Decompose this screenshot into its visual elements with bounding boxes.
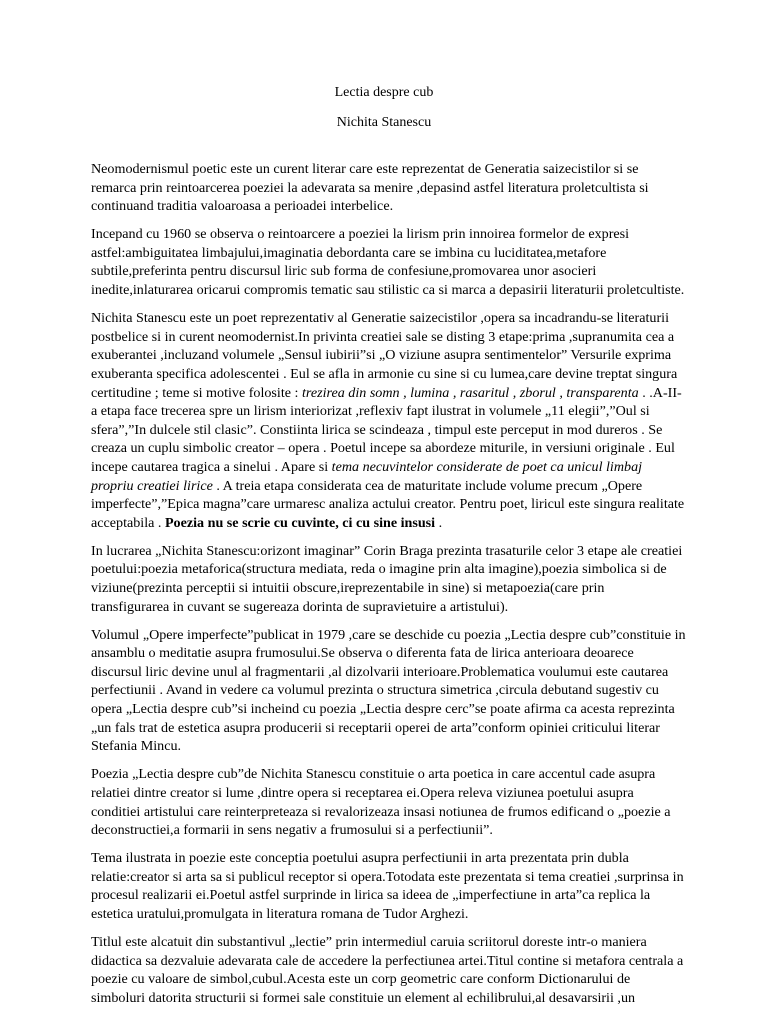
text-run: Incepand cu 1960 se observa o reintoarcere a poeziei la lirism prin innoirea formelor de expresi astfel:ambiguitatea limbajului,imaginatia debordanta care se imbina cu luciditatea,metafore subtile,preferinta pentru discursul liric sub forma de confesiune,promovarea unor asocieri inedite,inlaturarea oricarui compromis tematic sau stilistic ca si marca a depasirii literaturii proletcultiste. — [91, 226, 685, 299]
paragraph — [91, 849, 686, 923]
italic-text: tema necuvintelor considerate de poet ca unicul limbaj propriu creatiei lirice — [91, 458, 643, 494]
paragraph — [91, 765, 686, 839]
text-run: . .A-II-a etapa face trecerea spre un lirism interiorizat ,reflexiv fapt ilustrat in volumele „11 elegii”,”Oul si sfera”,”In dulcele stil clasic”. Constiinta lirica se scindeaza , timpul este perceput in mod dureros . Se creaza un cuplu simbolic creator – opera . Poetul incepe sa abordeze miturile, in versiuni originale . Eul incepe cautarea tragica a sinelui . Apare si — [91, 384, 682, 475]
text-run: Poezia „Lectia despre cub”de Nichita Stanescu constituie o arta poetica in care accentul cade asupra relatiei dintre creator si lume ,dintre opera si receptarea ei.Opera releva viziunea poetului asupra conditiei artistului care reinterpreteaza si revalorizeaza insasi notiunea de frumos edificand o „poezie a deconstructiei,a formarii in sens negativ a frumosului si a perfectiunii”. — [91, 766, 671, 839]
text-run: Neomodernismul poetic este un curent literar care este reprezentat de Generatia saizecistilor si se remarca prin reintoarcerea poeziei la adevarata sa menire ,depasind astfel literatura proletcultista si continuand traditia valoaroasa a perioadei interbelice. — [91, 161, 649, 215]
text-run: . A treia etapa considerata cea de maturitate include volume precum „Opere imperfecte”,”Epica magna”care urmaresc analiza actului creator. Pentru poet, liricul este singura realitate acceptabila . — [91, 477, 685, 531]
text-run: Volumul „Opere imperfecte”publicat in 1979 ,care se deschide cu poezia „Lectia despre cub”constituie in ansamblu o meditatie asupra frumosului.Se observa o diferenta fata de lirica anterioara deoarece discursul liric devine unul al fragmentarii ,al dizolvarii interioare.Problematica voulumui este cautarea perfectiunii . Avand in vedere ca volumul prezinta o structura simetrica ,circula debutand sugestiv cu opera „Lectia despre cub”si incheind cu poezia „Lectia despre cerc”se poate afirma ca acesta reprezinta „un fals trat de estetica asupra producerii si receptarii operei de arta”conform opiniei criticului literar Stefania Mincu. — [91, 626, 686, 755]
paragraph — [91, 225, 686, 299]
text-run: In lucrarea „Nichita Stanescu:orizont imaginar” Corin Braga prezinta trasaturile celor 3 etape ale creatiei poetului:poezia metaforica(structura mediata, reda o imagine prin alta imagine),poezia simbolica si de viziune(prezinta perceptii si intuitii obscure,ireprezentabile in sine) si metapoezia(care prin transfigurarea in cuvant se sugereaza dorinta de supravietuire a artistului). — [91, 542, 683, 615]
document-body — [91, 160, 686, 1017]
paragraph — [91, 933, 686, 1007]
paragraph — [91, 160, 686, 216]
paragraph — [91, 542, 686, 616]
paragraph — [91, 309, 686, 532]
document-title: Lectia despre cub — [334, 85, 434, 100]
text-run: . — [435, 514, 443, 531]
paragraph — [91, 626, 686, 756]
text-run: Titlul este alcatuit din substantivul „lectie” prin intermediul caruia scriitorul doreste intr-o maniera didactica sa dezvaluie adevarata cale de accedere la perfectiunea artei.Titul contine si metafora centrala a poezie cu valoare de simbol,cubul.Acesta este un corp geometric care conform Dictionarului de simboluri datorita structurii si formei sale constituie un element al echilibrului,al desavarsirii ,un — [91, 934, 684, 1006]
bold-text: Poezia nu se scrie cu cuvinte, ci cu sine insusi — [164, 514, 436, 531]
text-run: Nichita Stanescu este un poet reprezentativ al Generatie saizecistilor ,opera sa incadrandu-se literaturii postbelice si in curent neomodernist.In privinta creatiei sale se disting 3 etape:prima ,supranumita cea a exuberantei ,incluzand volumele „Sensul iubirii”si „O viziune asupra sentimentelor” Versurile exprima exuberanta specifica adolescentei . Eul se afla in armonie cu sine si cu lumea,care devine treptat singura certitudine ; teme si motive folosite : — [91, 310, 678, 401]
italic-text: trezirea din somn , lumina , rasaritul , zborul , transparenta — [301, 384, 639, 401]
document-author: Nichita Stanescu — [336, 115, 432, 130]
text-run: Tema ilustrata in poezie este conceptia poetului asupra perfectiunii in arta prezentata prin dubla relatie:creator si arta sa si publicul receptor si opera.Totodata este prezentata si tema creatiei ,surprinsa in procesul realizarii ei.Poetul astfel surprinde in lirica sa ideea de „imperfectiune in arta”ca replica la estetica uratului,promulgata in literatura romana de Tudor Arghezi. — [91, 850, 684, 922]
